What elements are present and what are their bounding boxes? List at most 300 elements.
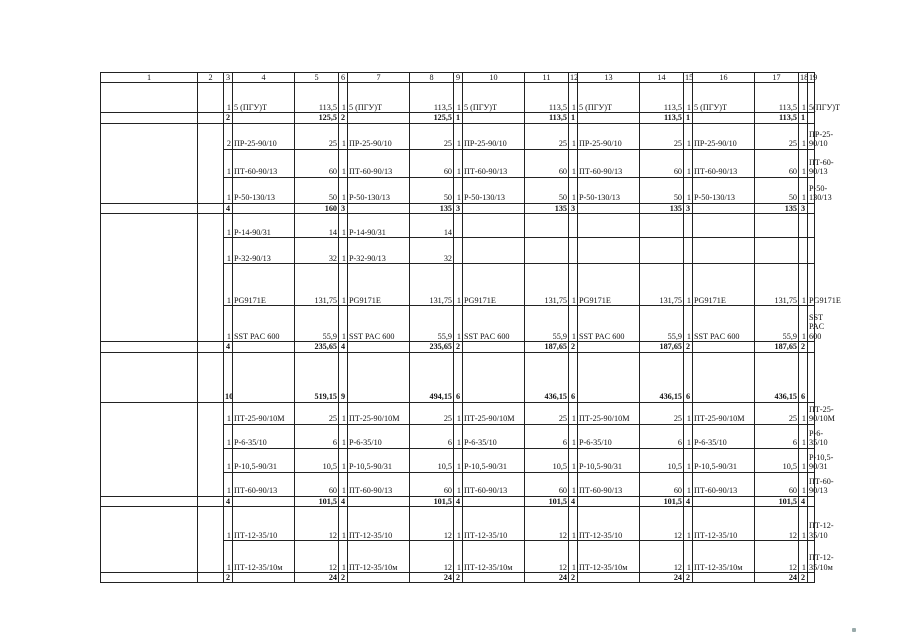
total-value: 6	[569, 352, 578, 402]
capacity-cell: 25	[410, 402, 454, 424]
turbine-type-cell: ПТ-60-90/13	[348, 472, 410, 496]
unit-count-cell: 1	[569, 123, 578, 149]
total-value: 1	[454, 113, 463, 123]
table-cell	[693, 496, 755, 506]
unit-count-cell: 1	[339, 306, 348, 342]
unit-count-cell: 1	[569, 424, 578, 448]
capacity-cell: 60	[295, 149, 339, 177]
turbine-type-cell: PG9171E	[808, 264, 815, 306]
unit-count-cell: 1	[569, 149, 578, 177]
total-value: 436,15	[525, 352, 569, 402]
station-name	[101, 507, 198, 573]
capacity-cell: 60	[640, 472, 684, 496]
branch-total-row	[101, 352, 815, 402]
turbine-type-cell: Р-50-130/13	[578, 177, 640, 203]
unit-count-cell: 1	[684, 448, 693, 472]
total-value: 6	[684, 352, 693, 402]
turbine-type-cell: Р-50-130/13	[233, 177, 295, 203]
unit-count-cell: 1	[569, 402, 578, 424]
total-value: 187,65	[525, 342, 569, 352]
turbine-row	[101, 507, 815, 541]
column-number: 19	[809, 73, 818, 82]
turbine-type-cell: ПТ-12-35/10м	[578, 541, 640, 573]
unit-count-cell: 1	[454, 424, 463, 448]
capacity-cell: 55,9	[295, 306, 339, 342]
turbine-type-cell: ПТ-25-90/10М	[578, 402, 640, 424]
total-value: 101,5	[525, 496, 569, 506]
total-value: 135	[410, 203, 454, 213]
turbine-type-cell: ПР-25-90/10	[348, 123, 410, 149]
unit-count-cell: 1	[224, 402, 233, 424]
fuel-type	[198, 507, 224, 573]
station-name	[101, 83, 198, 113]
capacity-cell: 25	[755, 123, 799, 149]
capacity-cell: 12	[525, 507, 569, 541]
turbine-type-cell: SST PAC 600	[693, 306, 755, 342]
capacity-cell	[640, 238, 684, 264]
capacity-cell: 10,5	[410, 448, 454, 472]
column-number: 11	[525, 73, 569, 83]
unit-count-cell: 1	[799, 424, 808, 448]
column-number: 2	[198, 73, 224, 83]
capacity-cell: 113,5	[525, 83, 569, 113]
turbine-type-cell: Р-32-90/13	[348, 238, 410, 264]
turbine-type-cell: 5 (ПГУ)Т	[578, 83, 640, 113]
turbine-type-cell: ПТ-12-35/10	[693, 507, 755, 541]
turbine-type-cell: ПТ-12-35/10	[463, 507, 525, 541]
unit-count-cell: 1	[339, 402, 348, 424]
scan-mark	[852, 628, 856, 632]
total-value: 135	[755, 203, 799, 213]
unit-count-cell: 1	[684, 541, 693, 573]
station-name	[101, 123, 198, 203]
capacity-cell: 60	[525, 472, 569, 496]
capacity-cell: 55,9	[410, 306, 454, 342]
capacity-cell: 55,9	[755, 306, 799, 342]
table-cell	[808, 573, 815, 583]
unit-count-cell: 1	[339, 472, 348, 496]
unit-count-cell	[799, 214, 808, 238]
total-value: 3	[799, 203, 808, 213]
total-value: 135	[640, 203, 684, 213]
table-cell	[693, 342, 755, 352]
turbine-type-cell: Р-10,5-90/31	[578, 448, 640, 472]
unit-count-cell	[799, 238, 808, 264]
turbine-type-cell: ПТ-12-35/10м	[233, 541, 295, 573]
capacity-cell: 60	[755, 472, 799, 496]
turbine-type-cell: Р-10,5-90/31	[693, 448, 755, 472]
turbine-type-cell: PG9171E	[463, 264, 525, 306]
turbine-type-cell: Р-10,5-90/31	[808, 448, 815, 472]
total-value: 135	[525, 203, 569, 213]
unit-count-cell: 1	[339, 448, 348, 472]
unit-count-cell: 1	[684, 149, 693, 177]
turbine-type-cell: ПТ-60-90/13	[463, 149, 525, 177]
turbine-type-cell: ПТ-60-90/13	[693, 472, 755, 496]
capacity-cell	[755, 214, 799, 238]
capacity-cell	[755, 238, 799, 264]
total-value: 2	[569, 342, 578, 352]
capacity-cell: 113,5	[410, 83, 454, 113]
total-value: 436,15	[755, 352, 799, 402]
capacity-cell: 25	[640, 402, 684, 424]
table-cell	[463, 352, 525, 402]
total-value: 160	[295, 203, 339, 213]
total-value: 9	[339, 352, 348, 402]
turbine-row	[101, 214, 815, 238]
unit-count-cell: 1	[224, 541, 233, 573]
column-number: 9	[454, 73, 463, 83]
unit-count-cell: 1	[454, 541, 463, 573]
total-value: 6	[454, 352, 463, 402]
unit-count-cell: 1	[454, 123, 463, 149]
branch-total-label	[101, 352, 198, 402]
turbine-type-cell: PG9171E	[693, 264, 755, 306]
turbine-type-cell: Р-6-35/10	[348, 424, 410, 448]
unit-count-cell: 1	[569, 507, 578, 541]
capacity-cell: 50	[295, 177, 339, 203]
table-cell	[233, 342, 295, 352]
unit-count-cell: 1	[454, 306, 463, 342]
turbine-type-cell: ПР-25-90/10	[578, 123, 640, 149]
unit-count-cell: 1	[454, 448, 463, 472]
table-cell	[693, 352, 755, 402]
unit-count-cell: 1	[339, 238, 348, 264]
turbine-type-cell: ПР-25-90/10	[463, 123, 525, 149]
capacity-cell: 25	[755, 402, 799, 424]
unit-count-cell: 1	[569, 448, 578, 472]
turbine-type-cell: ПТ-12-35/10м	[808, 541, 815, 573]
turbine-type-cell: ПТ-12-35/10м	[463, 541, 525, 573]
total-value: 2	[454, 573, 463, 583]
unit-count-cell: 1	[339, 123, 348, 149]
turbine-type-cell: Р-50-130/13	[808, 177, 815, 203]
turbine-type-cell: ПТ-60-90/13	[693, 149, 755, 177]
capacity-cell: 12	[755, 507, 799, 541]
unit-count-cell	[569, 214, 578, 238]
capacity-cell: 25	[640, 123, 684, 149]
total-value: 187,65	[640, 342, 684, 352]
station-total-row	[101, 573, 815, 583]
column-number: 5	[295, 73, 339, 83]
unit-count-cell: 1	[799, 177, 808, 203]
capacity-cell: 12	[410, 507, 454, 541]
total-label	[101, 496, 198, 506]
turbine-type-cell: ПТ-12-35/10м	[348, 541, 410, 573]
turbine-type-cell: ПТ-12-35/10м	[693, 541, 755, 573]
turbine-type-cell: SST PAC 600	[808, 306, 815, 342]
column-number: 13	[578, 73, 640, 83]
fuel-type	[198, 402, 224, 496]
total-value: 1	[799, 113, 808, 123]
table-cell	[198, 352, 224, 402]
turbine-type-cell: 5 (ПГУ)Т	[233, 83, 295, 113]
unit-count-cell: 1	[224, 264, 233, 306]
fuel-type	[198, 123, 224, 203]
unit-count-cell: 1	[799, 472, 808, 496]
table-cell	[578, 496, 640, 506]
turbine-type-cell: SST PAC 600	[233, 306, 295, 342]
capacity-cell: 32	[295, 238, 339, 264]
capacity-cell: 10,5	[640, 448, 684, 472]
total-label	[101, 113, 198, 123]
table-cell	[233, 203, 295, 213]
column-number: 18	[800, 73, 809, 82]
turbine-type-cell	[693, 214, 755, 238]
total-value: 4	[569, 496, 578, 506]
turbine-type-cell: ПТ-60-90/13	[578, 149, 640, 177]
turbine-type-cell: ПТ-60-90/13	[808, 472, 815, 496]
table-cell	[693, 573, 755, 583]
turbine-type-cell: 5(ПГУ)Т	[808, 83, 815, 113]
table-cell	[808, 496, 815, 506]
capacity-cell	[525, 214, 569, 238]
unit-count-cell: 1	[684, 306, 693, 342]
capacity-cell: 6	[755, 424, 799, 448]
capacity-table	[100, 72, 841, 583]
fuel-type	[198, 83, 224, 113]
table-cell	[233, 496, 295, 506]
total-value: 436,15	[640, 352, 684, 402]
turbine-type-cell: ПР-25-90/10	[233, 123, 295, 149]
total-value: 24	[640, 573, 684, 583]
table-cell	[463, 113, 525, 123]
turbine-type-cell: ПТ-60-90/13	[808, 149, 815, 177]
capacity-cell: 25	[525, 123, 569, 149]
turbine-type-cell: ПТ-60-90/13	[348, 149, 410, 177]
fuel-type	[198, 214, 224, 342]
turbine-type-cell: PG9171E	[233, 264, 295, 306]
capacity-cell: 25	[295, 402, 339, 424]
capacity-cell: 60	[410, 149, 454, 177]
total-value: 125,5	[295, 113, 339, 123]
turbine-type-cell: Р-6-35/10	[578, 424, 640, 448]
turbine-type-cell	[463, 214, 525, 238]
total-value: 24	[295, 573, 339, 583]
capacity-cell: 55,9	[525, 306, 569, 342]
capacity-cell: 131,75	[525, 264, 569, 306]
capacity-cell: 50	[640, 177, 684, 203]
unit-count-cell: 1	[799, 541, 808, 573]
capacity-cell: 60	[410, 472, 454, 496]
unit-count-cell: 1	[339, 83, 348, 113]
total-value: 4	[684, 496, 693, 506]
unit-count-cell	[684, 238, 693, 264]
capacity-cell: 131,75	[755, 264, 799, 306]
table-cell	[198, 113, 224, 123]
unit-count-cell: 1	[454, 264, 463, 306]
column-number: 16	[693, 73, 755, 83]
unit-count-cell	[684, 214, 693, 238]
column-number: 15	[685, 73, 694, 82]
total-value: 2	[799, 573, 808, 583]
table-cell	[693, 203, 755, 213]
total-value: 125,5	[410, 113, 454, 123]
capacity-cell: 12	[640, 507, 684, 541]
capacity-cell: 12	[755, 541, 799, 573]
turbine-type-cell: ПР-25-90/10	[693, 123, 755, 149]
unit-count-cell: 1	[684, 472, 693, 496]
capacity-cell: 60	[640, 149, 684, 177]
unit-count-cell: 1	[339, 149, 348, 177]
unit-count-cell: 1	[799, 402, 808, 424]
total-value: 6	[799, 352, 808, 402]
total-value: 3	[339, 203, 348, 213]
total-value: 24	[755, 573, 799, 583]
unit-count-cell: 1	[224, 238, 233, 264]
capacity-cell: 6	[295, 424, 339, 448]
column-number: 14	[640, 73, 684, 83]
total-value: 235,65	[295, 342, 339, 352]
turbine-type-cell	[578, 214, 640, 238]
table-cell	[198, 342, 224, 352]
capacity-cell: 14	[410, 214, 454, 238]
unit-count-cell: 1	[454, 149, 463, 177]
table-cell	[233, 573, 295, 583]
turbine-type-cell: ПТ-60-90/13	[463, 472, 525, 496]
unit-count-cell: 1	[684, 402, 693, 424]
unit-count-cell: 1	[339, 507, 348, 541]
total-value: 2	[569, 573, 578, 583]
capacity-cell: 32	[410, 238, 454, 264]
total-value: 2	[799, 342, 808, 352]
table-cell	[578, 573, 640, 583]
capacity-cell: 10,5	[525, 448, 569, 472]
capacity-cell: 113,5	[640, 83, 684, 113]
total-value: 101,5	[755, 496, 799, 506]
capacity-cell: 10,5	[755, 448, 799, 472]
total-value: 101,5	[640, 496, 684, 506]
turbine-type-cell: Р-50-130/13	[463, 177, 525, 203]
unit-count-cell: 1	[454, 402, 463, 424]
turbine-type-cell	[578, 238, 640, 264]
turbine-type-cell: Р-10,5-90/31	[348, 448, 410, 472]
capacity-cell: 6	[640, 424, 684, 448]
unit-count-cell: 1	[684, 83, 693, 113]
table-cell	[198, 573, 224, 583]
turbine-type-cell: ПТ-25-90/10М	[693, 402, 755, 424]
unit-count-cell: 1	[684, 177, 693, 203]
capacity-cell: 12	[410, 541, 454, 573]
turbine-type-cell: PG9171E	[348, 264, 410, 306]
turbine-type-cell: ПТ-60-90/13	[578, 472, 640, 496]
turbine-type-cell: PG9171E	[578, 264, 640, 306]
table-cell	[198, 496, 224, 506]
total-value: 3	[454, 203, 463, 213]
unit-count-cell: 1	[339, 177, 348, 203]
turbine-type-cell: SST PAC 600	[463, 306, 525, 342]
table-cell	[808, 352, 815, 402]
unit-count-cell: 1	[454, 507, 463, 541]
capacity-cell: 113,5	[295, 83, 339, 113]
unit-count-cell: 1	[224, 177, 233, 203]
unit-count-cell: 1	[684, 507, 693, 541]
turbine-type-cell: Р-6-35/10	[233, 424, 295, 448]
turbine-type-cell: SST PAC 600	[348, 306, 410, 342]
unit-count-cell: 1	[339, 541, 348, 573]
turbine-type-cell: ПР-25-90/10	[808, 123, 815, 149]
unit-count-cell: 1	[224, 149, 233, 177]
unit-count-cell: 1	[799, 264, 808, 306]
turbine-type-cell: 5 (ПГУ)Т	[693, 83, 755, 113]
unit-count-cell: 1	[224, 507, 233, 541]
turbine-type-cell: ПТ-25-90/10М	[348, 402, 410, 424]
total-value: 2	[454, 342, 463, 352]
total-value: 24	[525, 573, 569, 583]
unit-count-cell: 1	[684, 264, 693, 306]
table-cell	[808, 203, 815, 213]
capacity-cell: 25	[410, 123, 454, 149]
total-value: 2	[224, 573, 233, 583]
turbine-type-cell: ПТ-12-35/10	[578, 507, 640, 541]
total-value: 494,15	[410, 352, 454, 402]
column-number: 1	[101, 73, 198, 83]
total-value: 4	[224, 203, 233, 213]
table-cell	[348, 573, 410, 583]
unit-count-cell: 1	[799, 507, 808, 541]
total-value: 4	[224, 496, 233, 506]
station-total-row	[101, 203, 815, 213]
turbine-type-cell	[463, 238, 525, 264]
turbine-type-cell: ПТ-25-90/10М	[463, 402, 525, 424]
turbine-type-cell	[808, 214, 815, 238]
turbine-type-cell: ПТ-12-35/10	[348, 507, 410, 541]
capacity-cell: 12	[525, 541, 569, 573]
total-value: 3	[684, 203, 693, 213]
turbine-type-cell: ПТ-12-35/10	[808, 507, 815, 541]
turbine-row	[101, 83, 815, 113]
total-value: 1	[684, 113, 693, 123]
unit-count-cell	[454, 238, 463, 264]
turbine-type-cell: Р-14-90/31	[233, 214, 295, 238]
table-cell	[348, 352, 410, 402]
unit-count-cell: 1	[799, 123, 808, 149]
total-label	[101, 573, 198, 583]
unit-count-cell: 1	[224, 448, 233, 472]
capacity-cell: 12	[295, 507, 339, 541]
turbine-type-cell: Р-10,5-90/31	[463, 448, 525, 472]
turbine-type-cell: Р-10,5-90/31	[233, 448, 295, 472]
capacity-cell: 14	[295, 214, 339, 238]
unit-count-cell: 1	[454, 177, 463, 203]
table-cell	[463, 573, 525, 583]
unit-count-cell: 1	[684, 424, 693, 448]
capacity-cell: 6	[525, 424, 569, 448]
capacity-cell: 25	[525, 402, 569, 424]
total-value: 101,5	[410, 496, 454, 506]
total-value: 4	[799, 496, 808, 506]
column-number: 12	[570, 73, 579, 82]
total-value: 1	[569, 113, 578, 123]
column-number: 7	[348, 73, 410, 83]
capacity-cell	[640, 214, 684, 238]
capacity-cell: 12	[640, 541, 684, 573]
unit-count-cell: 1	[339, 214, 348, 238]
table-cell	[578, 113, 640, 123]
unit-count-cell: 1	[224, 214, 233, 238]
table-cell	[578, 342, 640, 352]
table-cell	[463, 203, 525, 213]
unit-count-cell: 1	[799, 149, 808, 177]
total-value: 113,5	[755, 113, 799, 123]
turbine-type-cell: ПТ-25-90/10М	[233, 402, 295, 424]
total-value: 2	[684, 573, 693, 583]
total-value: 24	[410, 573, 454, 583]
table-cell	[463, 342, 525, 352]
unit-count-cell: 1	[569, 541, 578, 573]
capacity-cell: 10,5	[295, 448, 339, 472]
total-value: 3	[569, 203, 578, 213]
